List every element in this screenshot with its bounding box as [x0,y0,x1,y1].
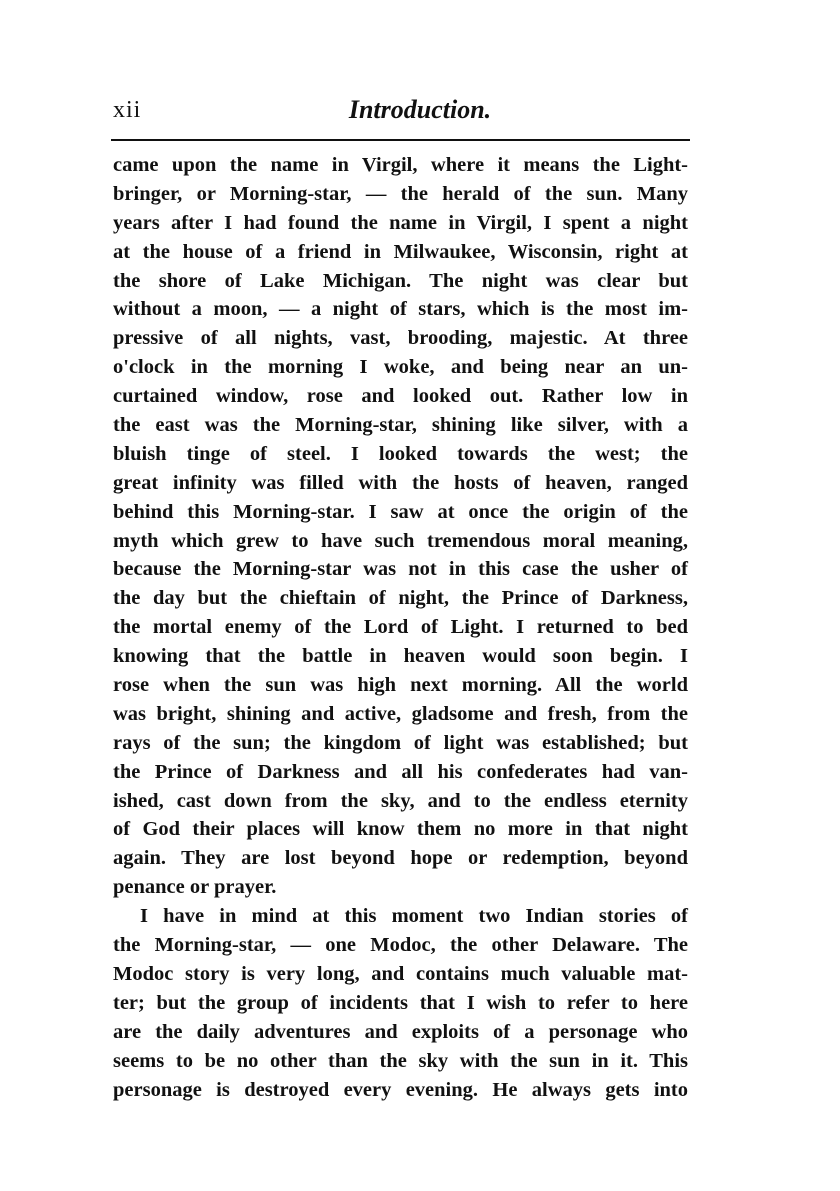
text-line: knowing that the battle in heaven would soon begin. I [113,645,688,668]
text-line: came upon the name in Virgil, where it means the Light- [113,154,688,176]
text-line: again. They are lost beyond hope or redemption, beyond [113,847,688,870]
paragraphs [113,151,688,1104]
text-line: o'clock in the morning I woke, and being near an un- [113,356,688,379]
text-line: behind this Morning-star. I saw at once the origin of the [113,500,688,523]
text-line: rays of the sun; the kingdom of light was established; but [113,731,688,754]
text-line: was bright, shining and active, gladsome and fresh, from the [113,702,688,725]
text-line: curtained window, rose and looked out. Rather low in [113,385,688,408]
text-line: are the daily adventures and exploits of a personage who [113,1020,688,1043]
text-line: the day but the chieftain of night, the Prince of Darkness, [113,587,688,610]
text-line: I have in mind at this moment two Indian stories of [140,905,688,928]
text-line: pressive of all nights, vast, brooding, majestic. At three [113,327,688,350]
text-line: the shore of Lake Michigan. The night was clear but [113,269,688,292]
paragraph [113,151,688,902]
text-line: Modoc story is very long, and contains much valuable mat- [113,962,688,985]
text-line: great infinity was filled with the hosts of heaven, ranged [113,471,688,494]
text-line: penance or prayer. [113,876,277,899]
text-line: myth which grew to have such tremendous moral meaning, [113,529,688,552]
text-line: at the house of a friend in Milwaukee, Wisconsin, right at [113,240,688,263]
header-rule [111,139,690,141]
text-line: of God their places will know them no more in that night [113,818,688,841]
text-line: ished, cast down from the sky, and to the endless eternity [113,789,688,812]
text-line: bluish tinge of steel. I looked towards the west; the [113,442,688,465]
text-line: years after I had found the name in Virgil, I spent a night [113,211,688,234]
text-line: seems to be no other than the sky with the sun in it. This [113,1049,688,1072]
body-text [113,151,688,1104]
text-line: the Prince of Darkness and all his confederates had van- [113,760,688,783]
text-line: bringer, or Morning-star, — the herald of the sun. Many [113,182,688,205]
text-line: ter; but the group of incidents that I wish to refer to here [113,991,688,1014]
text-line: because the Morning-star was not in this case the usher of [113,558,688,581]
text-line: personage is destroyed every evening. He always gets into [113,1078,688,1101]
text-line: the east was the Morning-star, shining like silver, with a [113,414,688,437]
text-line: without a moon, — a night of stars, which is the most im- [113,298,688,321]
page-number: xii [113,97,142,123]
paragraph [113,902,688,1104]
running-title: Introduction. [348,95,492,124]
text-line: rose when the sun was high next morning. All the world [113,674,688,697]
text-line: the mortal enemy of the Lord of Light. I returned to bed [113,616,688,639]
text-line: the Morning-star, — one Modoc, the other Delaware. The [113,934,688,957]
